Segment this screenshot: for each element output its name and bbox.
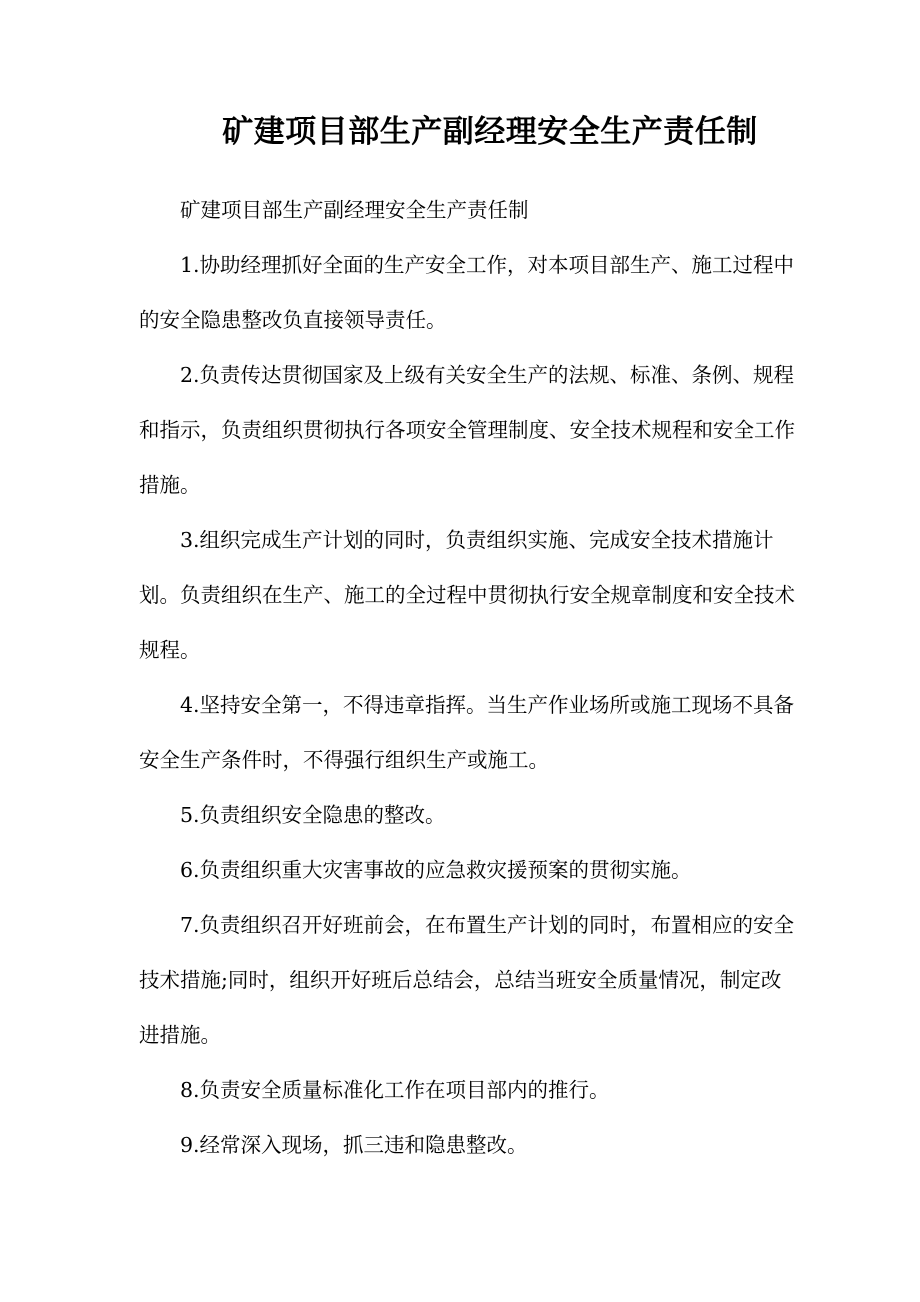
paragraph-item-5: 5.负责组织安全隐患的整改。 — [180, 803, 446, 827]
document-title: 矿建项目部生产副经理安全生产责任制 — [222, 114, 758, 150]
paragraph-item-9: 9.经常深入现场，抓三违和隐患整改。 — [180, 1133, 528, 1157]
paragraph-item-8: 8.负责安全质量标准化工作在项目部内的推行。 — [180, 1078, 610, 1102]
paragraph-item-1: 1.协助经理抓好全面的生产安全工作，对本项目部生产、施工过程中的安全隐患整改负直接领导责任。 — [139, 253, 795, 332]
paragraph-intro: 矿建项目部生产副经理安全生产责任制 — [180, 198, 529, 222]
paragraph-item-2: 2.负责传达贯彻国家及上级有关安全生产的法规、标准、条例、规程和指示，负责组织贯彻执行各项安全管理制度、安全技术规程和安全工作措施。 — [139, 363, 795, 497]
paragraph-item-3: 3.组织完成生产计划的同时，负责组织实施、完成安全技术措施计划。负责组织在生产、施工的全过程中贯彻执行安全规章制度和安全技术规程。 — [139, 528, 795, 662]
paragraph-item-6: 6.负责组织重大灾害事故的应急救灾援预案的贯彻实施。 — [180, 858, 692, 882]
paragraph-item-7: 7.负责组织召开好班前会，在布置生产计划的同时，布置相应的安全技术措施;同时，组织开好班后总结会，总结当班安全质量情况，制定改进措施。 — [139, 913, 795, 1047]
paragraph-item-4: 4.坚持安全第一，不得违章指挥。当生产作业场所或施工现场不具备安全生产条件时，不得强行组织生产或施工。 — [139, 693, 795, 772]
document-body — [139, 183, 799, 1173]
